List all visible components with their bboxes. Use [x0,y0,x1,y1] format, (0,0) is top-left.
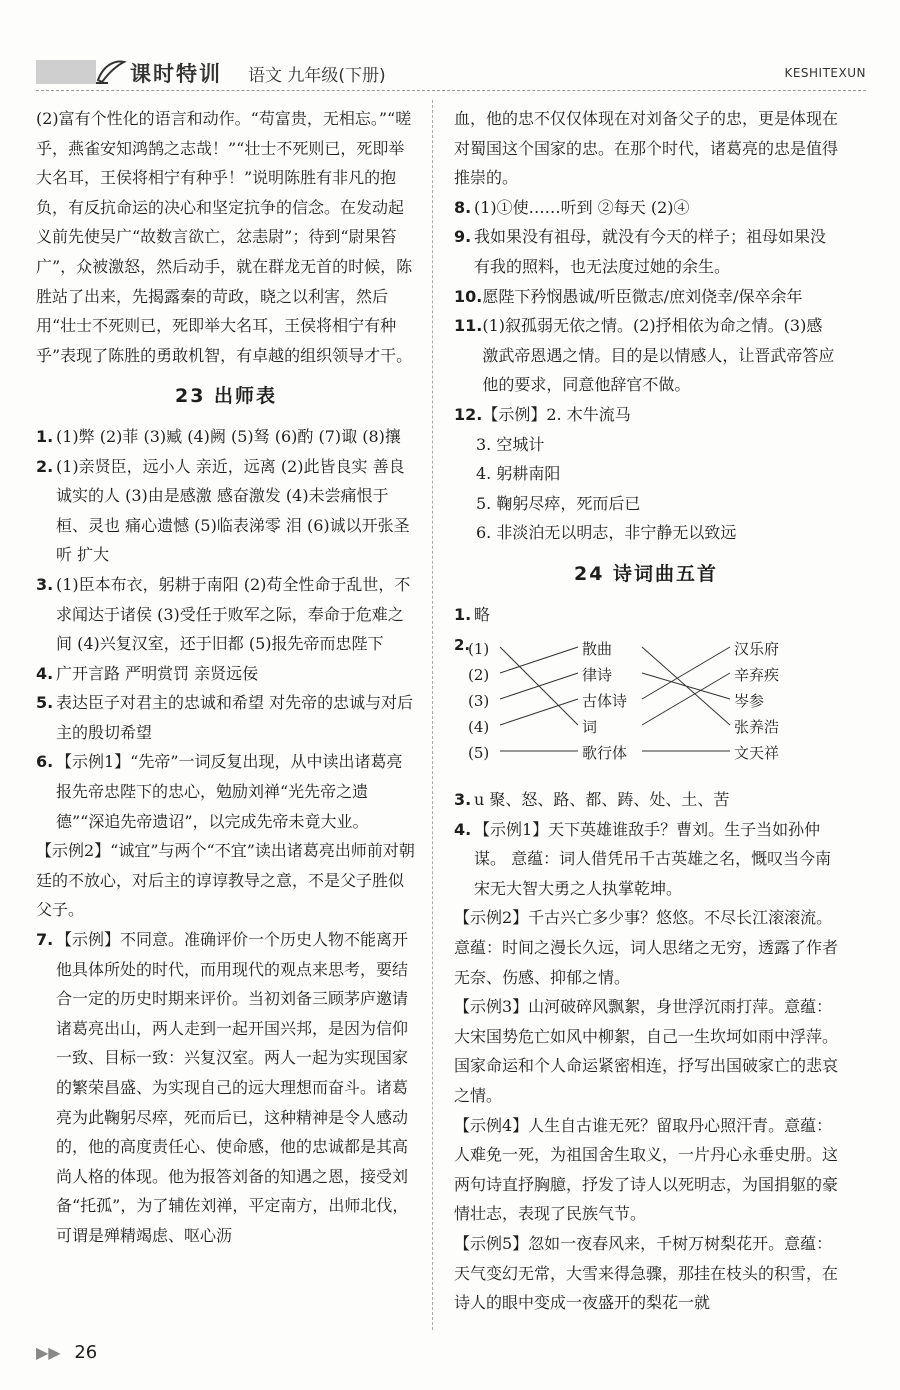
match-left-label: (1) [468,640,490,659]
match-left-label: (4) [468,718,490,737]
match-connector [642,673,730,725]
match-middle-label: 古体诗 [582,692,628,711]
item-text: 【示例2】千古兴亡多少事？悠悠。不尽长江滚滚流。 意蕴：时间之漫长久远，词人思绪之无穷，透露了作者无奈、伤感、抑郁之情。 [454,908,839,987]
series-title: 课时特训 [130,62,222,86]
answer-item [454,903,838,992]
page-footer [36,1342,97,1363]
item-text: (1)亲贤臣，远小人 亲近，远离 (2)此皆良实 善良诚实的人 (3)由是感激 感奋激发 (4)未尝痛恨于桓、灵也 痛心遗憾 (5)临表涕零 泪 (6)诚以开张圣听 扩大 [56,456,410,565]
matching-diagram [454,631,838,781]
item-text: 【示例5】忽如一夜春风来，千树万树梨花开。意蕴：天气变幻无常，大雪来得急骤，那挂在枝头的积雪，在诗人的眼中变成一夜盛开的梨花一就 [454,1234,839,1313]
item-number: 3. [36,574,54,594]
answer-continuation: 血，他的忠不仅仅体现在对刘备父子的忠，更是体现在对蜀国这个国家的忠。在那个时代，诸葛亮的忠是值得推崇的。 [454,109,839,188]
double-chevron-icon: ▶▶ [36,1343,61,1362]
answer-item [36,659,416,689]
item-text: 表达臣子对君主的忠诚和希望 对先帝的忠诚与对后主的殷切希望 [56,693,414,742]
match-connector [500,673,578,699]
match-connector [642,673,730,699]
example-line: 6. 非淡泊无以明志，非宁静无以致远 [476,523,737,543]
match-middle-label: 律诗 [582,666,613,685]
answer-item [454,222,838,281]
answer-item [454,992,838,1110]
match-right-label: 张养浩 [734,718,780,737]
brand-text: KESHITEXUN [784,66,866,80]
item-number: 5. [36,693,54,713]
answer-item [454,815,838,904]
page-number: 26 [74,1342,98,1363]
item-number: 12. [454,404,483,424]
answer-item [454,1111,838,1229]
answer-item [36,747,416,836]
example-line: 5. 鞠躬尽瘁，死而后已 [476,493,641,513]
item-text: 【示例1】天下英雄谁敌手？曹刘。生子当如孙仲谋。 意蕴：词人借凭吊千古英雄之名，慨叹当今南宋无大智大勇之人执掌乾坤。 [474,819,832,898]
answer-item [454,600,838,630]
answer-item [454,193,838,223]
item-text: 略 [474,604,491,624]
item-number: 7. [36,930,54,950]
left-column [36,104,416,1251]
item-number: 4. [454,819,472,839]
item-number: 2. [36,456,54,476]
match-connector [500,699,578,725]
item-text: 【示例4】人生自古谁无死？留取丹心照汗青。意蕴：人难免一死，为祖国舍生取义，一片丹心永垂史册。这两句诗直抒胸臆，抒发了诗人以死明志，为国捐躯的豪情壮志，表现了民族气节。 [454,1115,839,1224]
answer-list [36,422,416,1251]
pen-logo-icon [94,56,128,86]
item-text: (1)臣本布衣，躬耕于南阳 (2)苟全性命于乱世，不求闻达于诸侯 (3)受任于败军之际，奉命于危难之间 (4)兴复汉室，还于旧都 (5)报先帝而忠陛下 [56,574,411,654]
item-text: 【示例2】“诚宜”与两个“不宜”读出诸葛亮出师前对朝廷的不放心，对后主的谆谆教导之意，不是父子胜似父子。 [36,841,415,920]
item-text: 我如果没有祖母，就没有今天的样子；祖母如果没有我的照料，也无法度过她的余生。 [474,227,827,276]
match-left-label: (3) [468,692,490,711]
section-title: 24 诗词曲五首 [573,562,719,585]
match-middle-label: 歌行体 [582,744,628,763]
right-column [454,104,838,1318]
item-number: 6. [36,752,54,772]
item-number: 4. [36,663,54,683]
answer-list [454,815,838,1318]
item-text: 【示例1】“先帝”一词反复出现，从中读出诸葛亮报先帝忠陛下的忠心，勉励刘禅“光先帝之遗德”“深追先帝遗诏”，以完成先帝未竟大业。 [56,752,403,831]
match-middle-label: 词 [582,718,598,737]
item-text: 广开言路 严明赏罚 亲贤远佞 [56,663,259,683]
answer-item [36,570,416,659]
match-connector [500,647,578,673]
column-divider [432,100,433,1330]
item-text: (1)弊 (2)菲 (3)臧 (4)阙 (5)驽 (6)酌 (7)诹 (8)攘 [56,426,401,446]
item-number: 1. [36,426,54,446]
match-right-label: 汉乐府 [734,640,780,659]
match-middle-label: 散曲 [582,640,613,659]
item-text: 愿陛下矜悯愚诚/听臣微志/庶刘侥幸/保卒余年 [482,286,803,306]
item-number: 2. [454,636,471,655]
item-number: 10. [454,286,483,306]
matching-lines [454,631,838,781]
item-number: 11. [454,316,483,336]
item-number: 3. [454,790,472,810]
item-text: (1)叙孤弱无依之情。(2)抒相依为命之情。(3)感激武帝恩遇之情。目的是以情感人，让晋武帝答应他的要求，同意他辞官不做。 [482,316,835,395]
answer-item [454,1229,838,1318]
header-band [36,60,96,84]
match-right-label: 文天祥 [734,744,780,763]
item-number: 9. [454,227,472,247]
section-title: 23 出师表 [174,385,278,408]
example-line: 4. 躬耕南阳 [476,464,561,484]
answer-item [36,925,416,1251]
subject-grade: 语文 九年级(下册) [248,66,386,86]
item-text: (1)①使……听到 ②每天 (2)④ [474,197,690,217]
item-text: 【示例】2. 木牛流马 [482,404,631,424]
match-right-label: 辛弃疾 [734,666,780,685]
answer-item [454,311,838,400]
item-text: 【示例】不同意。准确评价一个历史人物不能离开他具体所处的时代，而用现代的观点来思考，要结合一定的历史时期来评价。当初刘备三顾茅庐邀请诸葛亮出山，两人走到一起开国兴邦，是因为信仰一致、目标一致：兴复汉室。两人一起为实现国家的繁荣昌盛、为实现自己的远大理想而奋斗。诸葛亮为此鞠躬尽瘁，死而后已，这种精神是令人感动的，他的高度责任心、使命感，他的忠诚都是其高尚人格的体现。他为报答刘备的知遇之恩，接受刘备“托孤”，为了辅佐刘禅，平定南方，出师北伐，可谓是殚精竭虑、呕心沥 [56,930,409,1245]
match-left-label: (2) [468,666,490,685]
answer-item [454,785,838,815]
answer-paragraph: (2)富有个性化的语言和动作。“苟富贵，无相忘。”“嗟乎，燕雀安知鸿鹄之志哉！”“壮士不死则已，死即举大名耳，王侯将相宁有种乎！”说明陈胜有非凡的抱负，有反抗命运的决心和坚定抗争的信念。在发动起义前先使吴广“故数言欲亡，忿恚尉”；待到“尉果笞广”，众被激怒，然后动手，就在群龙无首的时候，陈胜站了出来，先揭露秦的苛政，晓之以利害，然后用“壮士不死则已，死即举大名耳，王侯将相宁有种乎”表现了陈胜的勇敢机智，有卓越的组织领导才干。 [36,109,413,365]
example-list [454,430,838,548]
answer-item [36,836,416,925]
item-text: u 聚、怒、路、都、踌、处、土、苦 [474,790,730,810]
answer-list [454,193,838,430]
match-connector [642,647,730,699]
item-number: 1. [454,604,472,624]
header-rule [36,90,866,91]
example-line: 3. 空城计 [476,434,545,454]
item-text: 【示例3】山河破碎风飘絮，身世浮沉雨打萍。意蕴：大宋国势危亡如风中柳絮，自己一生坎坷如雨中浮萍。国家命运和个人命运紧密相连，抒写出国破家亡的悲哀之情。 [454,997,839,1106]
match-left-label: (5) [468,744,490,763]
item-number: 8. [454,197,472,217]
answer-item [36,452,416,570]
answer-item [454,282,838,312]
answer-item [454,400,838,430]
match-right-label: 岑参 [734,692,765,711]
answer-item [36,688,416,747]
answer-item [36,422,416,452]
page-header [36,52,866,92]
